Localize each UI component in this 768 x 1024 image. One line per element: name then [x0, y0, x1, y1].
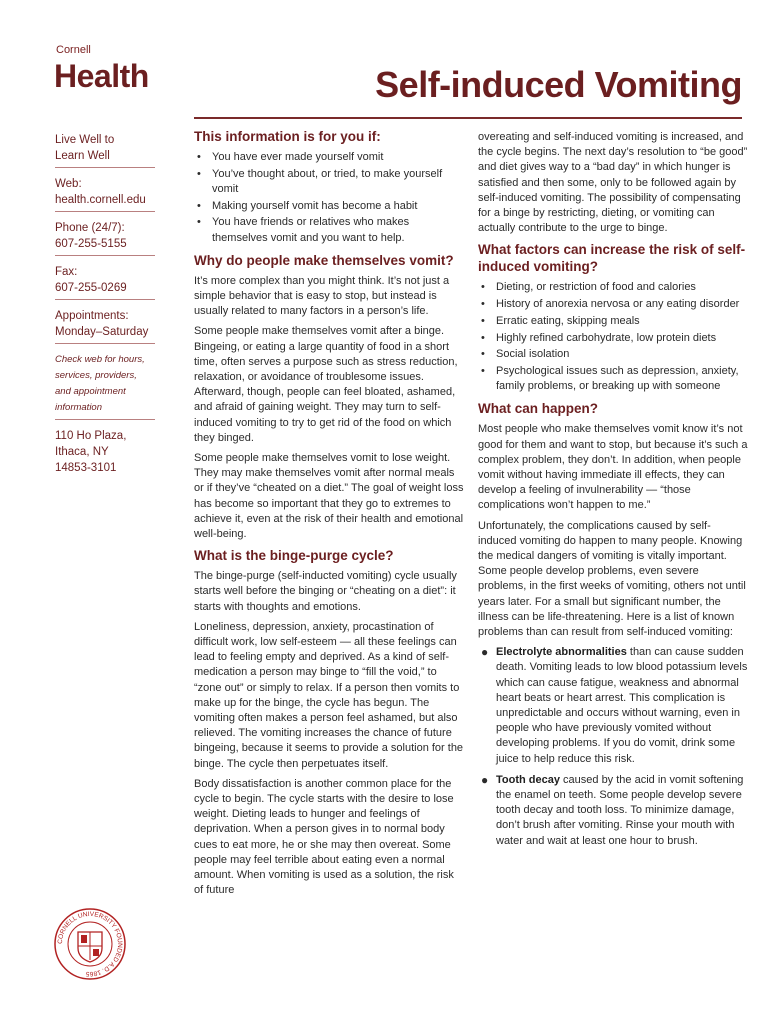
- page-title: Self-induced Vomiting: [375, 64, 742, 105]
- cornell-seal-icon: [54, 908, 126, 980]
- list-item-text: History of anorexia nervosa or any eating disorder: [496, 298, 740, 311]
- fax-info: [55, 262, 155, 300]
- hours-note-line: and appointment: [55, 386, 126, 397]
- heading-why: Why do people make themselves vomit?: [194, 252, 454, 268]
- title-rule: [194, 117, 742, 119]
- contact-sidebar: [55, 130, 155, 485]
- bullet-icon: •: [481, 314, 485, 327]
- list-item-text: Psychological issues such as depression, anxiety, family problems, or breaking up with someone: [496, 364, 739, 393]
- list-item-text: caused by the acid in vomit softening the enamel on teeth. Some people develop severe tooth decay and tooth loss. To minimize damage, don’t brush after vomiting. Rinse your mouth with water and wait at least one hour to brush.: [496, 773, 744, 847]
- content-column-left: [194, 128, 466, 903]
- list-item-term: Electrolyte abnormalities: [496, 646, 627, 659]
- list-item: [478, 297, 748, 312]
- bullet-icon: •: [481, 364, 485, 377]
- paragraph: Most people who make themselves vomit know it’s not good for them and want to stop, but because it’s such a complex problem, they don’t. In addition, when people vomit without having immediate ill effects, they can develop a feeling of invulnerability — “those complications won’t happen to me.”: [478, 423, 748, 512]
- for-you-list: [194, 150, 466, 246]
- list-item-text: than can cause sudden death. Vomiting leads to low blood potassium levels which can cause fatigue, weakness and abnormal heart beats or heart arrest. This complication is unpredictable and occurs without warning, even in people who have previously vomited without developing problems. If you do vomit, drink some juice to help reduce this risk.: [496, 646, 748, 765]
- list-item: [478, 364, 748, 394]
- list-item-text: Erratic eating, skipping meals: [496, 314, 640, 327]
- heading-for-you: This information is for you if:: [194, 129, 381, 144]
- bullet-icon: ●: [481, 645, 489, 660]
- tagline-line: Learn Well: [55, 150, 110, 162]
- appointments-days: Monday–Saturday: [55, 326, 149, 338]
- list-item-text: Dieting, or restriction of food and calories: [496, 281, 696, 294]
- paragraph: Some people make themselves vomit to lose weight. They may make themselves vomit after normal meals or if they’ve “cheated on a diet.” The goal of weight loss has become so important that they go to extremes to achieve it, even at the risk of their health and emotional well-being.: [194, 451, 464, 540]
- web-link[interactable]: health.cornell.edu: [55, 194, 146, 206]
- bullet-icon: •: [481, 298, 485, 311]
- list-item-term: Tooth decay: [496, 773, 560, 786]
- list-item: [478, 280, 748, 295]
- bullet-icon: •: [197, 151, 201, 163]
- hours-note-line: services, providers,: [55, 370, 137, 381]
- brand-cornell-label: Cornell: [56, 44, 91, 56]
- hours-note-line: information: [55, 402, 102, 413]
- seal-text: CORNELL UNIVERSITY FOUNDED A.D. 1865: [56, 910, 124, 978]
- list-item: [194, 199, 466, 214]
- heading-what-can-happen: What can happen?: [478, 401, 599, 417]
- phone-info: [55, 218, 155, 256]
- address-line: 14853-3101: [55, 462, 117, 474]
- paragraph: Body dissatisfaction is another common place for the cycle to begin. The cycle starts with the desire to lose weight. Dieting leads to hunger and feelings of deprivation. When a person gives in to normal body cues to eat more, he or she may then overeat. Some people may feel terrible about eating even a normal amount. When vomiting is used as a solution, the risk of future: [194, 777, 454, 897]
- bullet-icon: •: [197, 216, 201, 229]
- hours-note: [55, 350, 155, 420]
- list-item: [478, 314, 748, 329]
- list-item: [478, 331, 748, 346]
- bullet-icon: •: [197, 167, 201, 180]
- address-line: 110 Ho Plaza,: [55, 430, 127, 442]
- content-column-right: [478, 130, 748, 855]
- fax-label: Fax:: [55, 266, 78, 278]
- paragraph: It’s more complex than you might think. It’s not just a simple behavior that is easy to stop, but instead is usually related to many factors in a person’s life.: [194, 274, 450, 318]
- heading-risk-factors: What factors can increase the risk of self-induced vomiting?: [478, 242, 746, 275]
- bullet-icon: •: [481, 348, 485, 361]
- bullet-icon: •: [481, 331, 485, 344]
- list-item: [194, 150, 466, 165]
- hours-note-line: Check web for hours,: [55, 354, 145, 365]
- paragraph: The binge-purge (self-inducted vomiting) cycle usually starts well before the binging or “cheating on a diet”: it starts with thoughts and emotions.: [194, 570, 457, 613]
- list-item-text: Highly refined carbohydrate, low protein diets: [496, 331, 717, 344]
- fax-number: 607-255-0269: [55, 282, 127, 294]
- bullet-icon: ●: [481, 772, 489, 787]
- heading-binge-purge: What is the binge-purge cycle?: [194, 548, 394, 564]
- risk-factors-list: [478, 280, 748, 394]
- list-item-text: You have ever made yourself vomit: [212, 151, 384, 163]
- paragraph: Loneliness, depression, anxiety, procastination of difficult work, low self-esteem — all these feelings can lead to feeling empty and deprived. As a kind of self-medication a person may binge to “fill the void,” to “zone out” or simply to relax. If a person then vomits to make up for the binge, the cycle has begun. The vomiting often makes a person feel ashamed, but also relieved. The vomiting increases the chance of future bingeing, because it seems to provide a solution for the binge. The cycle then perpetuates itself.: [194, 620, 464, 770]
- tagline: [55, 130, 155, 168]
- list-item-text: Social isolation: [496, 348, 570, 361]
- bullet-icon: •: [481, 281, 485, 294]
- appointments-info: [55, 306, 155, 344]
- web-info: [55, 174, 155, 212]
- list-item-text: You have friends or relatives who makes themselves vomit and you want to help.: [212, 216, 410, 244]
- brand-health-logo: Health: [54, 58, 149, 94]
- phone-number: 607-255-5155: [55, 238, 127, 250]
- list-item-text: Making yourself vomit has become a habit: [212, 199, 418, 212]
- address-info: [55, 426, 155, 479]
- paragraph: overeating and self-induced vomiting is increased, and the cycle begins. The next day’s resolution to “be good” and diet gives way to a “bad day” in which hunger is satisfied and then some, only to be followed again by self-induced vomiting. The possibility of compensating for a binge by restricting, dieting, or vomiting can actually contribute to the urge to binge.: [478, 131, 748, 235]
- list-item: [194, 167, 466, 197]
- phone-label: Phone (24/7):: [55, 222, 125, 234]
- web-label: Web:: [55, 178, 82, 190]
- paragraph: Unfortunately, the complications caused by self-induced vomiting do happen to many people. Knowing the medical dangers of vomiting is vitally important. Some people develop problems, even severe problems, in the first weeks of vomiting, others not until years later. For a small but significant number, the illness can be life-threatening. Here is a list of known problems than can result from self-induced vomiting:: [478, 519, 746, 638]
- complications-list: [478, 645, 748, 849]
- list-item: [478, 773, 748, 849]
- list-item: [478, 645, 748, 767]
- list-item: [194, 215, 466, 245]
- paragraph: Some people make themselves vomit after a binge. Bingeing, or eating a large quantity of food in a short time, often serves a purpose such as stress reduction, relaxation, or avoidance of troublesome issues. Afterward, though, people can feel bloated, ashamed, and afraid of gaining weight. They may turn to self-induced vomiting to try to get rid of the food on which they binged.: [194, 325, 458, 444]
- appointments-label: Appointments:: [55, 310, 129, 322]
- list-item: [478, 347, 748, 362]
- list-item-text: You’ve thought about, or tried, to make yourself vomit: [212, 167, 443, 195]
- address-line: Ithaca, NY: [55, 446, 109, 458]
- bullet-icon: •: [197, 199, 201, 212]
- tagline-line: Live Well to: [55, 134, 115, 146]
